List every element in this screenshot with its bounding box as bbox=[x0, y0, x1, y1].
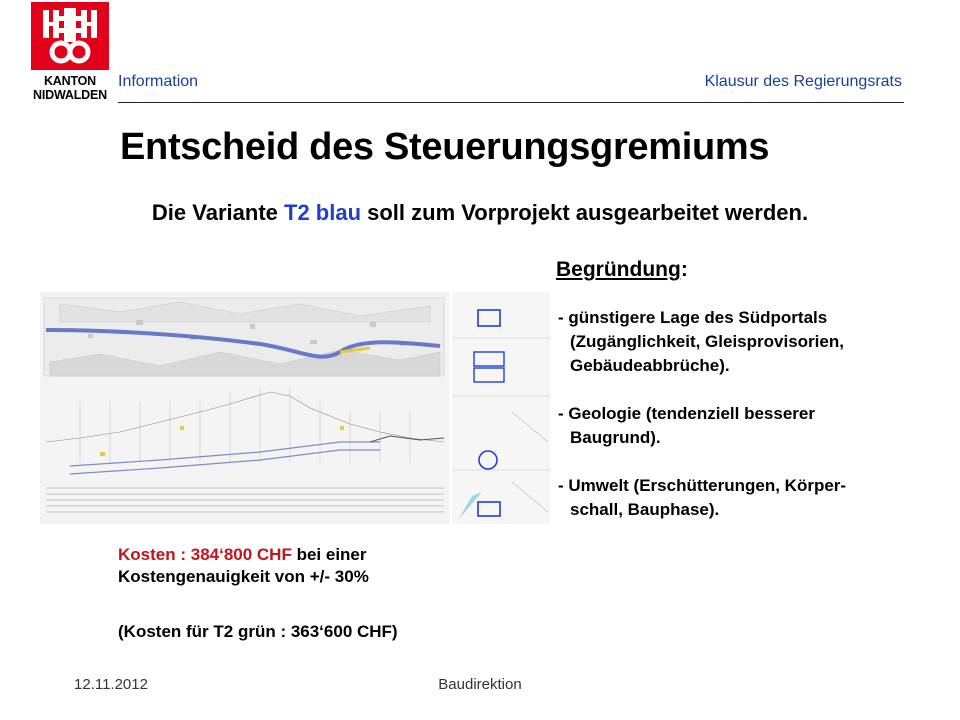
cost-label: Kosten : bbox=[118, 545, 191, 564]
reason-line: - Geologie (tendenziell besserer bbox=[558, 404, 815, 423]
header-event-label: Klausur des Regierungsrats bbox=[704, 73, 902, 90]
logo-text-kanton: KANTON bbox=[43, 74, 97, 88]
header-section-label: Information bbox=[118, 73, 199, 90]
reason-line: (Zugänglichkeit, Gleisprovisorien, bbox=[570, 332, 844, 351]
kanton-nidwalden-logo bbox=[26, 2, 114, 106]
subtitle-part1: Die Variante bbox=[151, 200, 284, 225]
coat-of-arms-icon bbox=[31, 2, 109, 70]
reasons-heading bbox=[556, 258, 688, 282]
tunnel-cross-sections bbox=[452, 292, 550, 524]
reason-line: - Umwelt (Erschütterungen, Körper- bbox=[558, 476, 847, 495]
reason-item bbox=[558, 402, 938, 450]
cost-accuracy: Kostengenauigkeit von +/- 30% bbox=[118, 567, 369, 586]
cost-alternative: (Kosten für T2 grün : 363‘600 CHF) bbox=[118, 622, 398, 641]
subtitle bbox=[0, 200, 960, 226]
cost-amount: 384‘800 CHF bbox=[190, 545, 292, 564]
reason-item bbox=[558, 474, 938, 522]
reason-line: schall, Bauphase). bbox=[570, 500, 720, 519]
header-divider bbox=[118, 102, 904, 103]
subtitle-part2: soll zum Vorprojekt ausgearbeitet werden. bbox=[361, 200, 809, 225]
reason-line: Baugrund). bbox=[570, 428, 661, 447]
page-title: Entscheid des Steuerungsgremiums bbox=[120, 126, 770, 168]
reasons-list bbox=[558, 306, 938, 522]
reason-item bbox=[558, 306, 938, 378]
cost-rest: bei einer bbox=[291, 545, 367, 564]
reasons-heading-suffix: : bbox=[680, 258, 688, 281]
reason-line: Gebäudeabbrüche). bbox=[570, 356, 730, 375]
logo-text-nidwalden: NIDWALDEN bbox=[33, 88, 107, 102]
footer-date: 12.11.2012 bbox=[74, 676, 148, 693]
subtitle-variant: T2 blau bbox=[284, 200, 362, 225]
footer-department: Baudirektion bbox=[438, 676, 522, 693]
reason-line: - günstigere Lage des Südportals bbox=[558, 308, 828, 327]
tunnel-plan-profile-drawing bbox=[40, 292, 450, 524]
reasons-heading-label: Begründung bbox=[556, 258, 681, 281]
cost-statement bbox=[118, 544, 369, 588]
